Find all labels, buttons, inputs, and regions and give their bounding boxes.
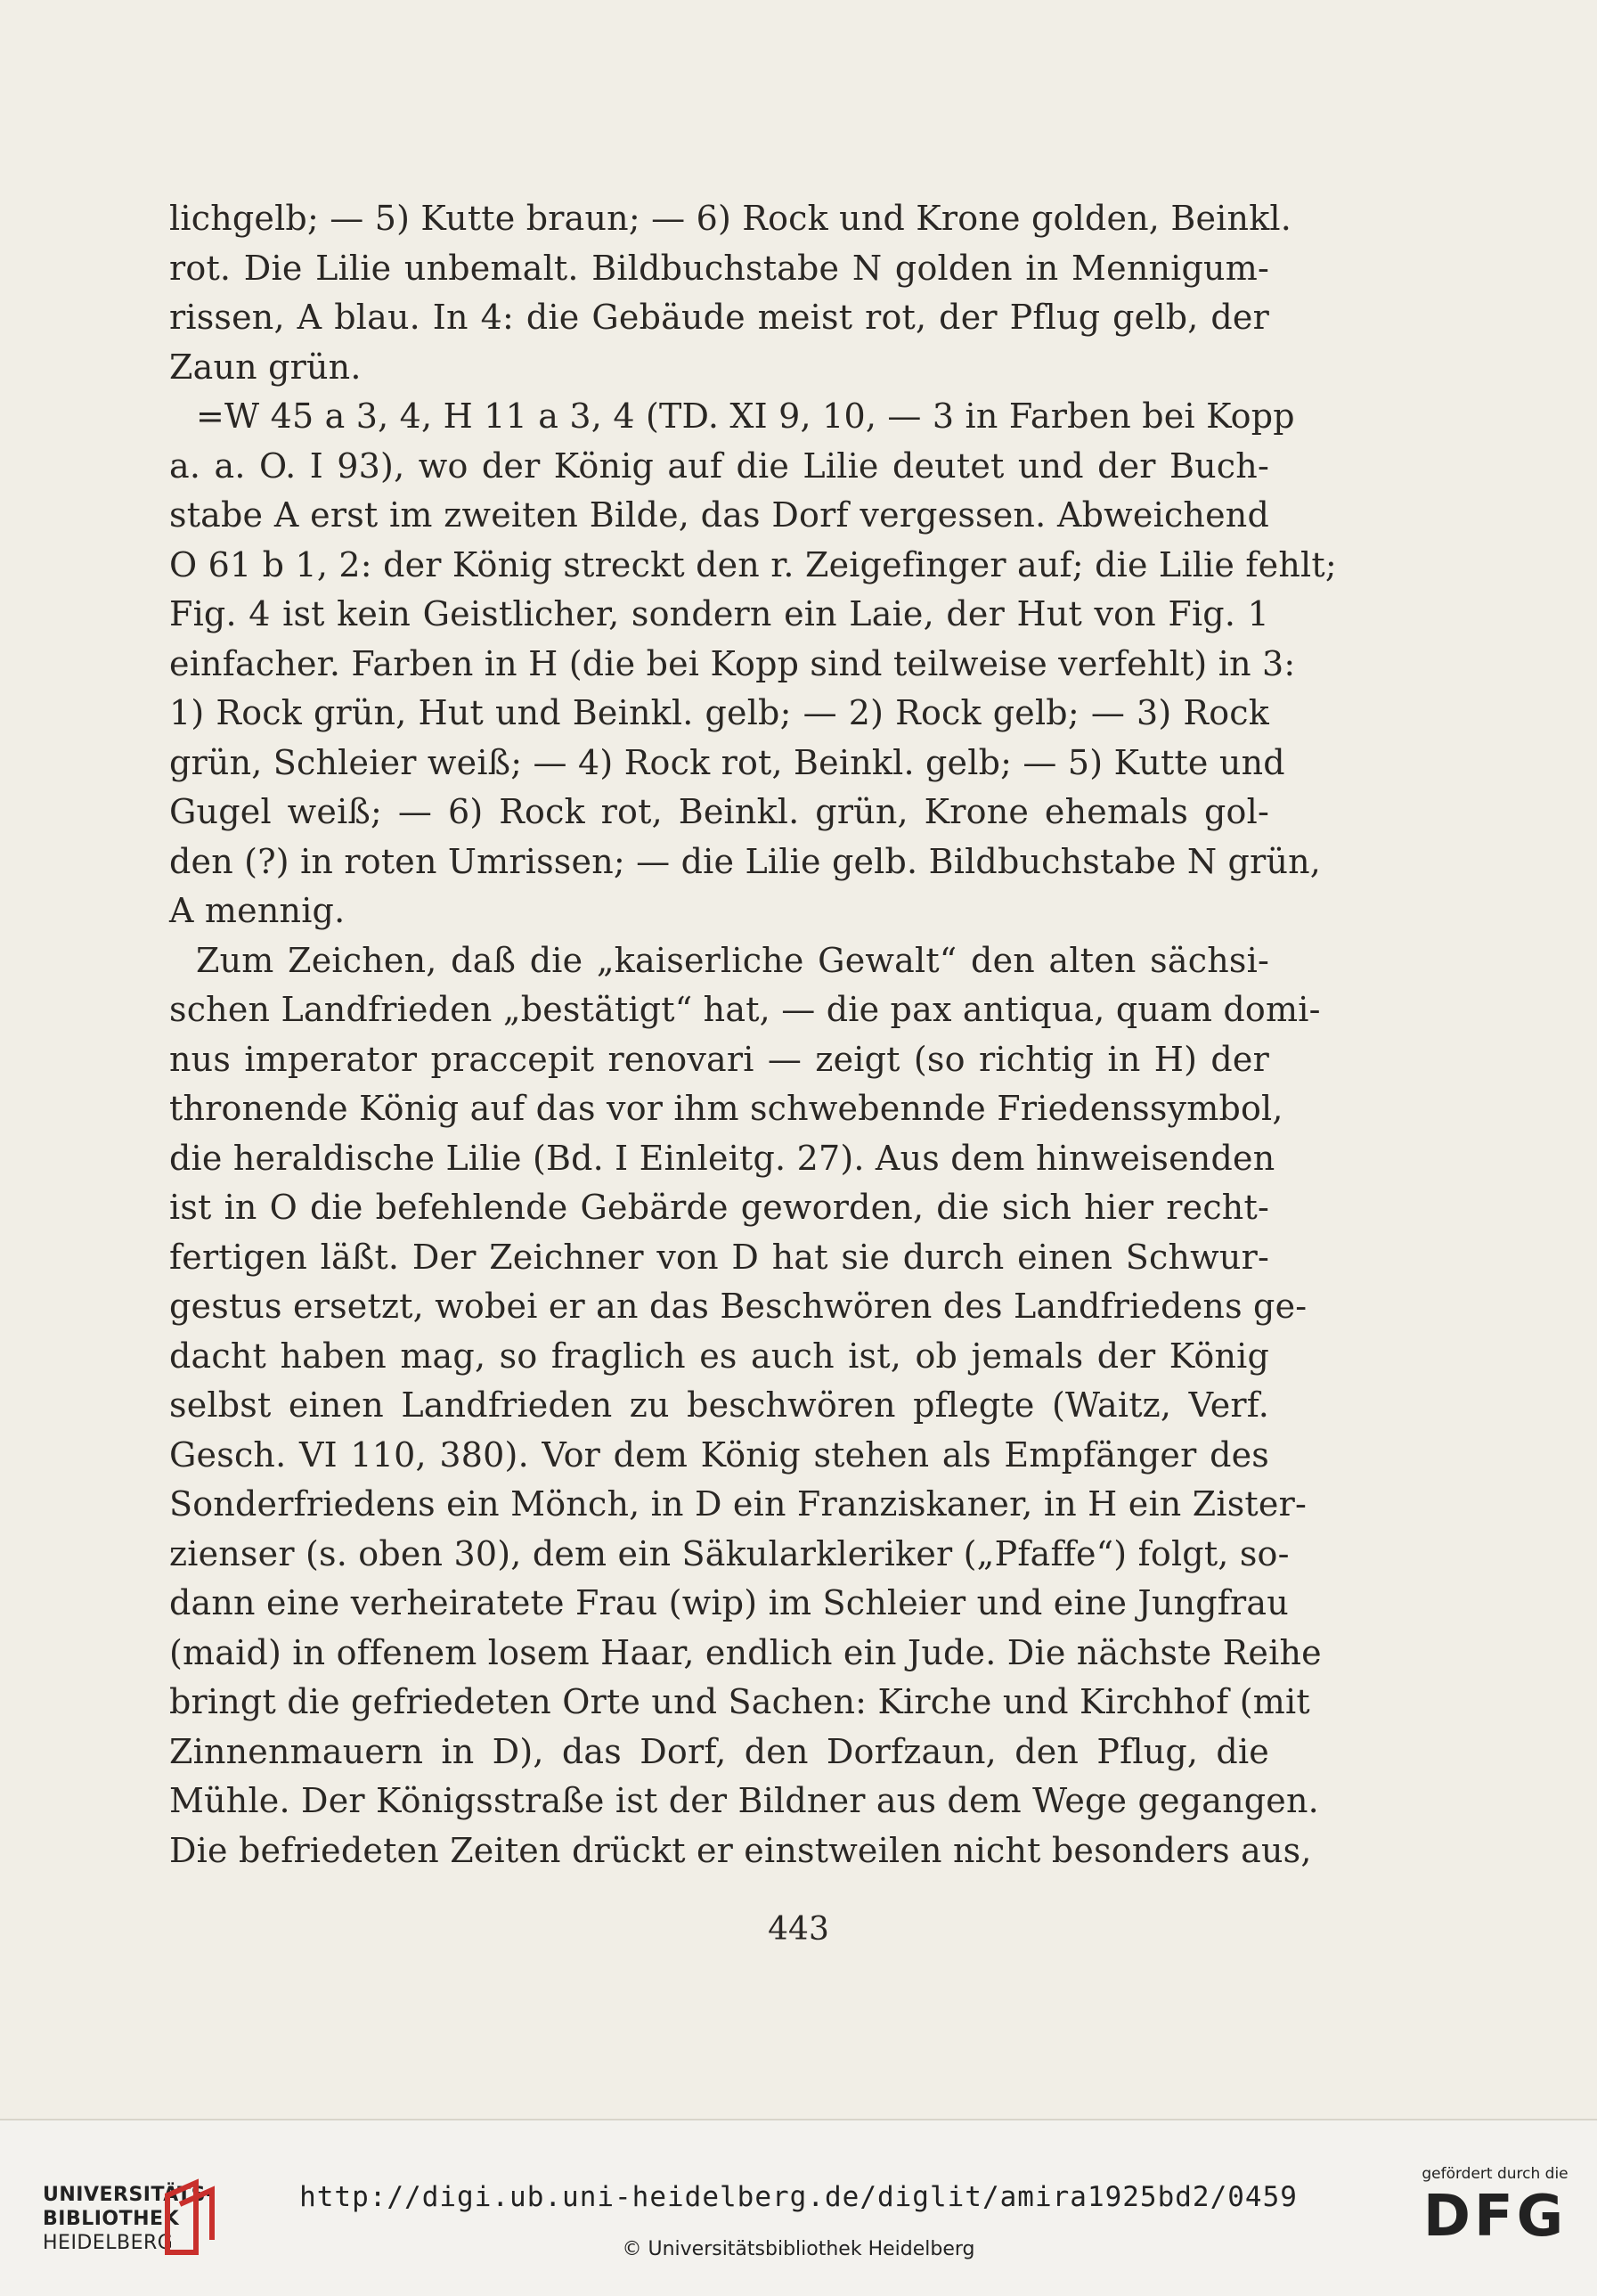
- library-line-3: HEIDELBERG: [43, 2232, 174, 2254]
- text-line-17: schen Landfrieden „bestätigt“ hat, — die pax antiqua, quam domi-: [169, 990, 1321, 1029]
- text-line-28: zienser (s. oben 30), dem ein Säkularkleriker („Pfaffe“) folgt, so-: [169, 1533, 1290, 1573]
- text-line-24: dacht haben mag, so fraglich es auch ist, ob jemals der König: [169, 1336, 1269, 1376]
- text-line-10: einfacher. Farben in H (die bei Kopp sind teilweise verfehlt) in 3:: [169, 643, 1296, 683]
- text-line-22: fertigen läßt. Der Zeichner von D hat sie durch einen Schwur-: [169, 1237, 1269, 1277]
- text-line-11: 1) Rock grün, Hut und Beinkl. gelb; — 2) Rock gelb; — 3) Rock: [169, 693, 1269, 732]
- text-line-29: dann eine verheiratete Frau (wip) im Schleier und eine Jungfrau: [169, 1583, 1289, 1622]
- dfg-logo: DFG: [1422, 2184, 1568, 2250]
- text-line-4: Zaun grün.: [169, 347, 362, 387]
- library-footer: [0, 2119, 1597, 2296]
- funder-caption: gefördert durch die: [1422, 2165, 1568, 2183]
- text-line-9: Fig. 4 ist kein Geistlicher, sondern ein Laie, der Hut von Fig. 1: [169, 594, 1269, 633]
- text-line-26: Gesch. VI 110, 380). Vor dem König stehen als Empfänger des: [169, 1434, 1269, 1475]
- text-line-30: (maid) in offenem losem Haar, endlich ein Jude. Die nächste Reihe: [169, 1632, 1322, 1672]
- text-line-27: Sonderfriedens ein Mönch, in D ein Franziskaner, in H ein Zister-: [169, 1484, 1307, 1524]
- text-line-23: gestus ersetzt, wobei er an das Beschwören des Landfriedens ge-: [169, 1287, 1308, 1326]
- text-line-34: Die befriedeten Zeiten drückt er einstweilen nicht besonders aus,: [169, 1830, 1312, 1870]
- text-line-14: den (?) in roten Umrissen; — die Lilie gelb. Bildbuchstabe N grün,: [169, 841, 1322, 881]
- text-line-12: grün, Schleier weiß; — 4) Rock rot, Beinkl. gelb; — 5) Kutte und: [169, 742, 1285, 782]
- permalink-url[interactable]: http://digi.ub.uni-heidelberg.de/diglit/amira1925bd2/0459: [299, 2181, 1298, 2213]
- page-number: 443: [768, 1911, 829, 1948]
- text-line-3: rissen, A blau. In 4: die Gebäude meist rot, der Pflug gelb, der: [169, 298, 1269, 337]
- copyright-notice: © Universitätsbibliothek Heidelberg: [622, 2238, 975, 2260]
- page-body: [169, 194, 1337, 1875]
- text-line-18: nus imperator praccepit renovari — zeigt (so richtig in H) der: [169, 1039, 1269, 1079]
- text-line-5: =W 45 a 3, 4, H 11 a 3, 4 (TD. XI 9, 10, — 3 in Farben bei Kopp: [196, 396, 1295, 436]
- text-line-31: bringt die gefriedeten Orte und Sachen: Kirche und Kirchhof (mit: [169, 1682, 1310, 1721]
- text-line-2: rot. Die Lilie unbemalt. Bildbuchstabe N golden in Mennigum-: [169, 248, 1269, 288]
- text-line-13: Gugel weiß; — 6) Rock rot, Beinkl. grün, Krone ehemals gol-: [169, 792, 1269, 831]
- text-line-7: stabe A erst im zweiten Bilde, das Dorf vergessen. Abweichend: [169, 495, 1269, 535]
- text-line-1: lichgelb; — 5) Kutte braun; — 6) Rock und Krone golden, Beinkl.: [169, 199, 1292, 238]
- funder-block: [1422, 2165, 1568, 2250]
- text-line-33: Mühle. Der Königsstraße ist der Bildner aus dem Wege gegangen.: [169, 1781, 1319, 1820]
- text-line-20: die heraldische Lilie (Bd. I Einleitg. 27). Aus dem hinweisenden: [169, 1138, 1275, 1178]
- text-line-15: A mennig.: [169, 891, 346, 930]
- text-line-8: O 61 b 1, 2: der König streckt den r. Zeigefinger auf; die Lilie fehlt;: [169, 544, 1337, 584]
- text-line-21: ist in O die befehlende Gebärde geworden, die sich hier recht-: [169, 1188, 1269, 1227]
- text-line-6: a. a. O. I 93), wo der König auf die Lilie deutet und der Buch-: [169, 445, 1269, 486]
- text-line-16: Zum Zeichen, daß die „kaiserliche Gewalt“ den alten sächsi-: [196, 940, 1269, 980]
- text-line-25: selbst einen Landfrieden zu beschwören pflegte (Waitz, Verf.: [169, 1385, 1269, 1425]
- library-line-1: UNIVERSITÄTS-: [43, 2184, 215, 2206]
- text-line-32: Zinnenmauern in D), das Dorf, den Dorfzaun, den Pflug, die: [169, 1731, 1269, 1771]
- library-line-2: BIBLIOTHEK: [43, 2208, 180, 2230]
- text-line-19: thronende König auf das vor ihm schwebennde Friedenssymbol,: [169, 1089, 1283, 1128]
